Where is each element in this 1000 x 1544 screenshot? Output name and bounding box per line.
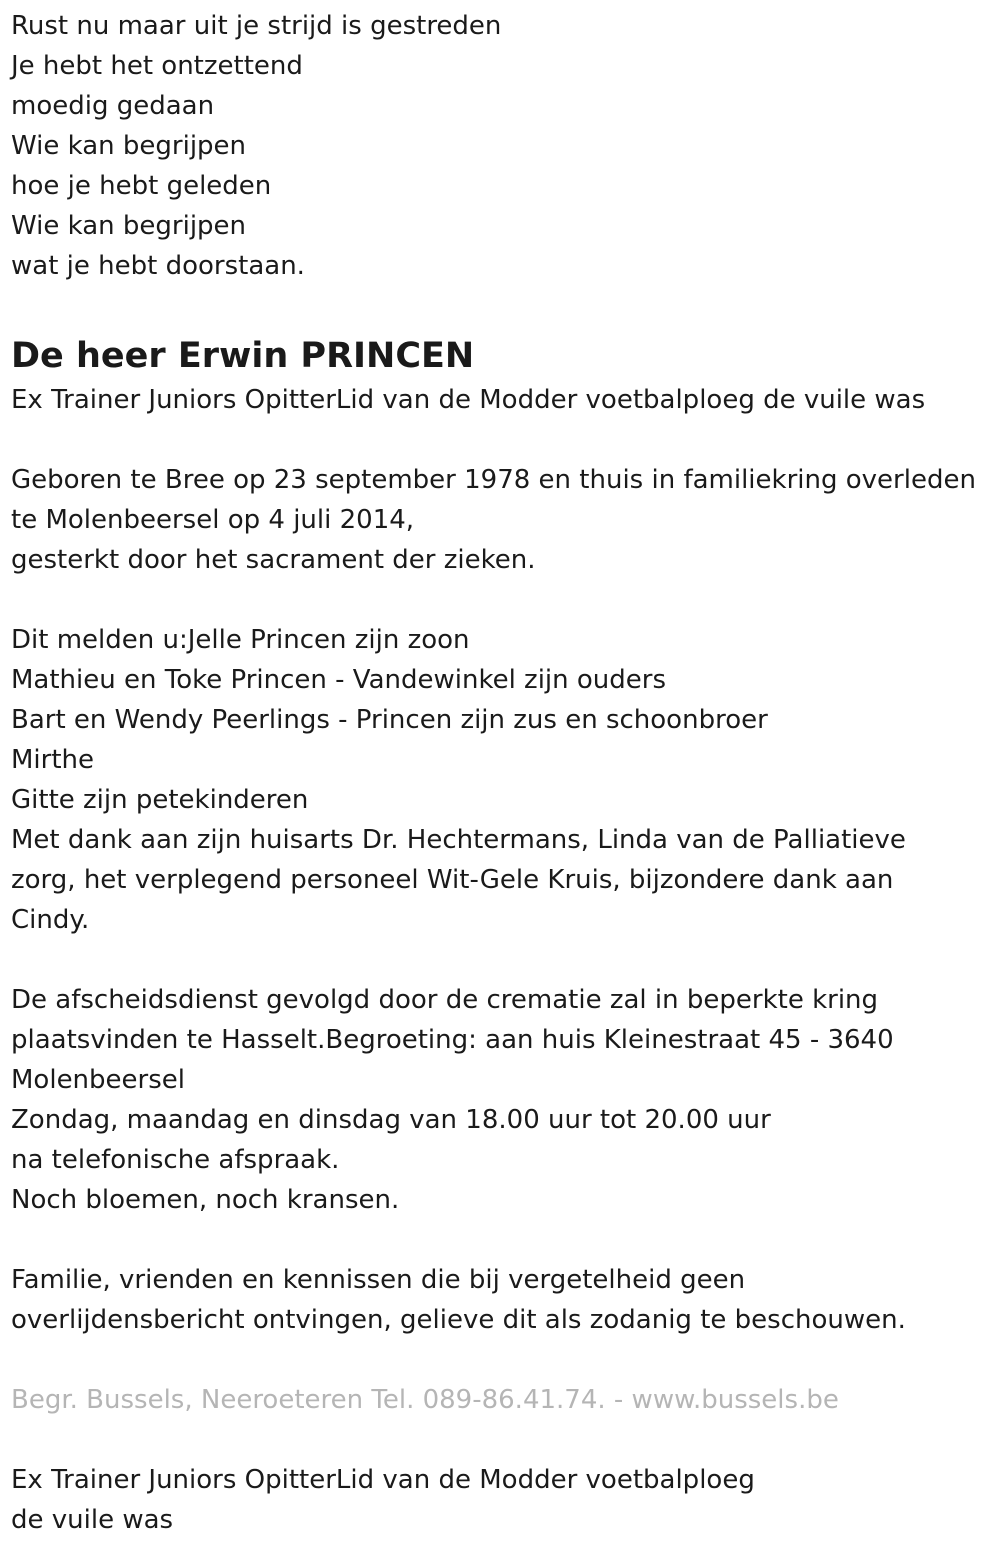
- poem-line: wat je hebt doorstaan.: [11, 251, 305, 281]
- deceased-subtitle: Ex Trainer Juniors OpitterLid van de Modder voetbalploeg de vuile was: [11, 385, 926, 415]
- notice-line: overlijdensbericht ontvingen, gelieve dit als zodanig te beschouwen.: [11, 1305, 906, 1335]
- closing-line: Ex Trainer Juniors OpitterLid van de Modder voetbalploeg: [11, 1465, 755, 1495]
- poem-line: moedig gedaan: [11, 91, 215, 121]
- family-line: zorg, het verplegend personeel Wit-Gele Kruis, bijzondere dank aan: [11, 865, 894, 895]
- service-line: plaatsvinden te Hasselt.Begroeting: aan huis Kleinestraat 45 - 3640: [11, 1025, 894, 1055]
- poem-block: [11, 6, 1000, 286]
- poem-line: Wie kan begrijpen: [11, 131, 247, 161]
- notice-line: Familie, vrienden en kennissen die bij vergetelheid geen: [11, 1265, 746, 1295]
- family-line: Cindy.: [11, 905, 90, 935]
- notice-block: [11, 1260, 1000, 1340]
- family-line: Met dank aan zijn huisarts Dr. Hechtermans, Linda van de Palliatieve: [11, 825, 906, 855]
- undertaker-info: Begr. Bussels, Neeroeteren Tel. 089-86.41.74. - www.bussels.be: [11, 1385, 839, 1415]
- spacer: [11, 940, 1000, 980]
- poem-line: Je hebt het ontzettend: [11, 51, 303, 81]
- spacer: [11, 580, 1000, 620]
- family-line: Gitte zijn petekinderen: [11, 785, 309, 815]
- birth-line: te Molenbeersel op 4 juli 2014,: [11, 505, 415, 535]
- spacer: [11, 1340, 1000, 1380]
- spacer: [11, 420, 1000, 460]
- poem-line: Rust nu maar uit je strijd is gestreden: [11, 11, 502, 41]
- birth-block: [11, 460, 1000, 580]
- birth-line: Geboren te Bree op 23 september 1978 en thuis in familiekring overleden: [11, 465, 976, 495]
- family-block: [11, 620, 1000, 940]
- service-line: Noch bloemen, noch kransen.: [11, 1185, 400, 1215]
- family-line: Mirthe: [11, 745, 95, 775]
- family-line: Bart en Wendy Peerlings - Princen zijn zus en schoonbroer: [11, 705, 768, 735]
- poem-line: hoe je hebt geleden: [11, 171, 272, 201]
- spacer: [11, 1220, 1000, 1260]
- service-line: na telefonische afspraak.: [11, 1145, 340, 1175]
- service-line: De afscheidsdienst gevolgd door de crematie zal in beperkte kring: [11, 985, 879, 1015]
- spacer: [11, 1420, 1000, 1460]
- poem-line: Wie kan begrijpen: [11, 211, 247, 241]
- closing-block: [11, 1460, 1000, 1540]
- deceased-name: De heer Erwin PRINCEN: [11, 336, 475, 376]
- service-line: Molenbeersel: [11, 1065, 185, 1095]
- family-line: Dit melden u:Jelle Princen zijn zoon: [11, 625, 470, 655]
- birth-line: gesterkt door het sacrament der zieken.: [11, 545, 536, 575]
- service-block: [11, 980, 1000, 1220]
- family-line: Mathieu en Toke Princen - Vandewinkel zijn ouders: [11, 665, 667, 695]
- closing-line: de vuile was: [11, 1505, 174, 1535]
- service-line: Zondag, maandag en dinsdag van 18.00 uur tot 20.00 uur: [11, 1105, 771, 1135]
